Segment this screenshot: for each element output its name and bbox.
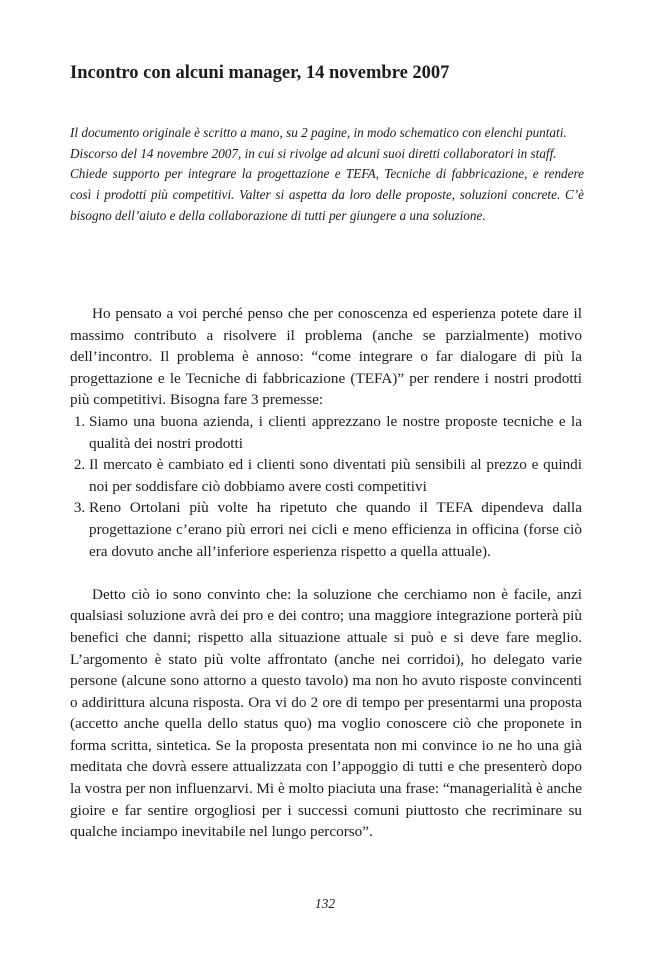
page-number: 132 (314, 896, 336, 911)
italic-introduction (70, 123, 584, 227)
intro-line: Il documento originale è scritto a mano, su 2 pagine, in modo schematico con elenchi puntati. (70, 125, 567, 140)
body-text (70, 303, 582, 843)
list-item: 2. Il mercato è cambiato ed i clienti sono diventati più sensibili al prezzo e quindi noi per soddisfare ciò dobbiamo avere costi competitivi (89, 454, 582, 497)
premises-list (70, 411, 582, 562)
paragraph-spacer (70, 562, 582, 584)
body-paragraph: Detto ciò io sono convinto che: la soluzione che cerchiamo non è facile, anzi qualsiasi soluzione avrà dei pro e dei contro; una maggiore integrazione porterà più benefici che danni; rispetto alla situazione attuale si può e si deve fare meglio. L’argomento è stato più volte affrontato (anche nei corridoi), ho delegato varie persone (alcune sono attorno a questo tavolo) ma non ho avuto risposte convincenti o addirittura alcuna risposta. Ora vi do 2 ore di tempo per presentarmi una proposta (accetto anche quella dello status quo) ma voglio conoscere ciò che proponete in forma scritta, sintetica. Se la proposta presentata non mi convince io ne ho una già meditata che dovrà essere attualizzata con l’appoggio di tutti e che presenterò dopo la vostra per non influenzarvi. Mi è molto piaciuta una frase: “managerialità è anche gioire e far sentire orgogliosi per i successi comuni piuttosto che recriminare su qualche inciampo inevitabile nel lungo percorso”. (70, 585, 582, 841)
list-item: 3. Reno Ortolani più volte ha ripetuto che quando il TEFA dipendeva dalla progettazione c’erano più errori nei cicli e meno efficienza in officina (forse ciò era dovuto anche all’inferiore esperienza rispetto a quella attuale). (89, 497, 582, 562)
chapter-title: Incontro con alcuni manager, 14 novembre 2007 (70, 63, 450, 83)
body-paragraph: Ho pensato a voi perché penso che per conoscenza ed esperienza potete dare il massimo contributo a risolvere il problema (anche se parzialmente) motivo dell’incontro. Il problema è annoso: “come integrare o far dialogare di più la progettazione e le Tecniche di fabbricazione (TEFA)” per rendere i nostri prodotti più competitivi. Bisogna fare 3 premesse: (70, 305, 582, 409)
intro-line: Discorso del 14 novembre 2007, in cui si rivolge ad alcuni suoi diretti collaboratori in staff. (70, 145, 557, 161)
list-item: 1. Siamo una buona azienda, i clienti apprezzano le nostre proposte tecniche e la qualità dei nostri prodotti (89, 411, 582, 454)
intro-line: Chiede supporto per integrare la progettazione e TEFA, Tecniche di fabbricazione, e rendere così i prodotti più competitivi. Valter si aspetta da loro delle proposte, soluzioni concrete. C’è bisogno dell’aiuto e della collaborazione di tutti per giungere a una soluzione. (70, 166, 584, 223)
